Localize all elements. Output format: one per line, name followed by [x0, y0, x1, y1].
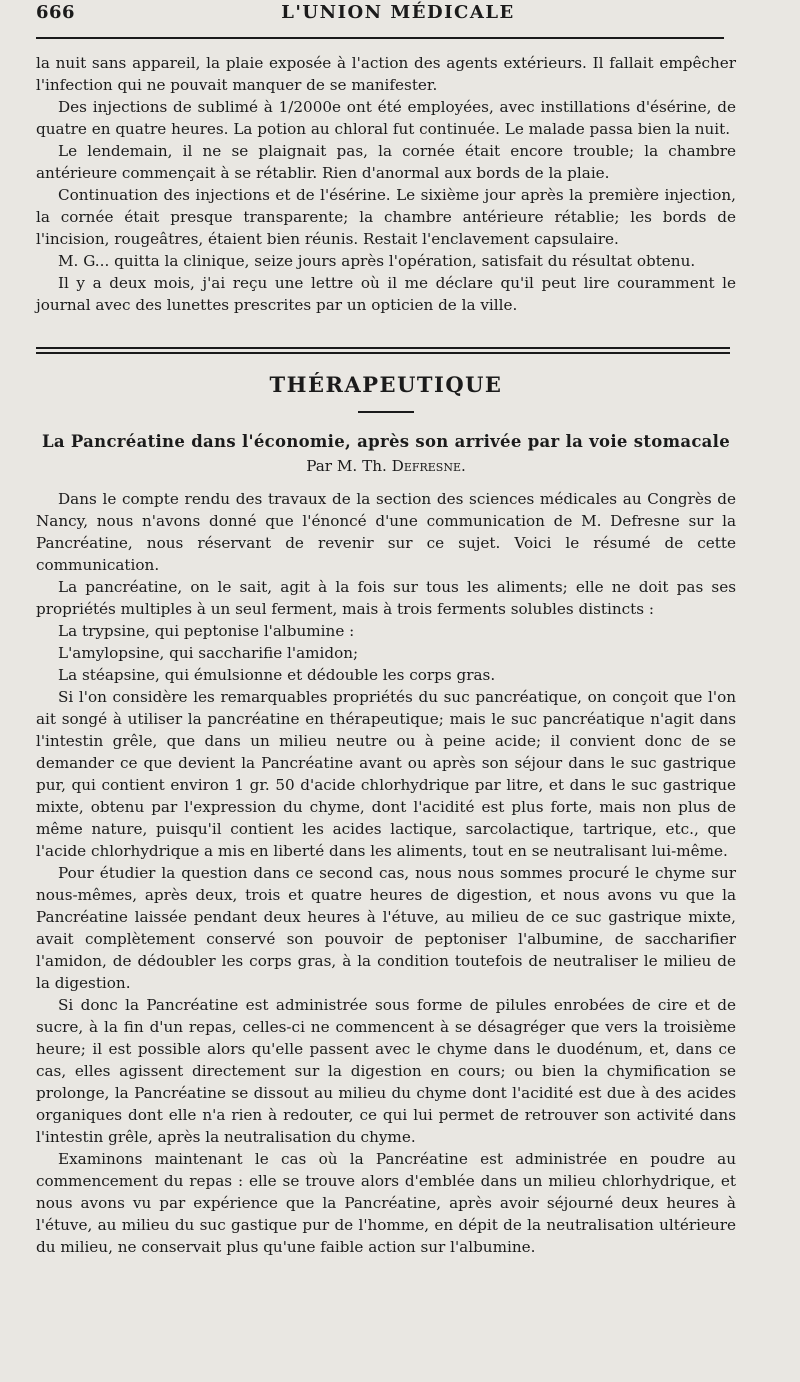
case-paragraph: Continuation des injections et de l'ésérine. Le sixième jour après la première injection, la cornée était presque transparente; la chambre antérieure rétablie; les bords de l'incision, rougeâtres, étaient bien réunis. Restait l'enclavement capsulaire.: [36, 186, 736, 248]
article-body: [36, 488, 736, 1258]
case-paragraph: Le lendemain, il ne se plaignait pas, la cornée était encore trouble; la chambre antérieure commençait à se rétablir. Rien d'anormal aux bords de la plaie.: [36, 142, 736, 182]
article-paragraph: Dans le compte rendu des travaux de la section des sciences médicales au Congrès de Nancy, nous n'avons donné que l'énoncé d'une communication de M. Defresne sur la Pancréatine, nous réservant de revenir sur ce sujet. Voici le résumé de cette communication.: [36, 490, 736, 574]
article-paragraph: Examinons maintenant le cas où la Pancréatine est administrée en poudre au commencement du repas : elle se trouve alors d'emblée dans un milieu chlorhydrique, et nous avons vu par expérience que la Pancréatine, après avoir séjourné deux heures à l'étuve, au milieu du suc gastique pur de l'homme, en dépit de la neutralisation ultérieure du milieu, ne conservait plus qu'une faible action sur l'albumine.: [36, 1150, 736, 1256]
header-rule: [36, 37, 724, 39]
article-paragraph: Pour étudier la question dans ce second cas, nous nous sommes procuré le chyme sur nous-mêmes, après deux, trois et quatre heures de digestion, et nous avons vu que la Pancréatine laissée pendant deux heures à l'étuve, au milieu de ce suc gastrique mixte, avait complètement conservé son pouvoir de peptoniser l'albumine, de saccharifier l'amidon, de dédoubler les corps gras, à la condition toutefois de neutraliser le milieu de la digestion.: [36, 864, 736, 992]
case-paragraph: Des injections de sublimé à 1/2000e ont été employées, avec instillations d'ésérine, de quatre en quatre heures. La potion au chloral fut continuée. Le malade passa bien la nuit.: [36, 98, 736, 138]
case-report-text: [36, 52, 736, 316]
article-paragraph: La stéapsine, qui émulsionne et dédouble les corps gras.: [58, 666, 496, 684]
case-paragraph: Il y a deux mois, j'ai reçu une lettre où il me déclare qu'il peut lire couramment le journal avec des lunettes prescrites par un opticien de la ville.: [36, 274, 736, 314]
journal-title: L'UNION MÉDICALE: [281, 2, 515, 23]
article-paragraph: Si donc la Pancréatine est administrée sous forme de pilules enrobées de cire et de sucre, à la fin d'un repas, celles-ci ne commencent à se désagréger que vers la troisième heure; il est possible alors qu'elle passent avec le chyme dans le duodénum, et, dans ce cas, elles agissent directement sur la digestion en cours; ou bien la chymification se prolonge, la Pancréatine se dissout au milieu du chyme dont l'acidité est due à des acides organiques dont elle n'a rien à redouter, ce qui lui permet de retrouver son activité dans l'intestin grêle, après la neutralisation du chyme.: [36, 996, 736, 1146]
article-paragraph: La trypsine, qui peptonise l'albumine :: [58, 622, 355, 640]
case-paragraph: M. G... quitta la clinique, seize jours après l'opération, satisfait du résultat obtenu.: [58, 252, 696, 270]
article-paragraph: Si l'on considère les remarquables propriétés du suc pancréatique, on conçoit que l'on ait songé à utiliser la pancréatine en thérapeutique; mais le suc pancréatique n'agit dans l'intestin grêle, que dans un milieu neutre ou à peine acide; il convient donc de se demander ce que devient la Pancréatine avant ou après son séjour dans le suc gastrique pur, qui contient environ 1 gr. 50 d'acide chlorhydrique par litre, et dans le suc gastrique mixte, obtenu par l'expression du chyme, dont l'acidité est plus forte, mais non plus de même nature, puisqu'il contient les acides lactique, sarcolactique, tartrique, etc., que l'acide chlorhydrique a mis en liberté dans les aliments, tout en se neutralisant lui-même.: [36, 688, 736, 860]
case-paragraph: la nuit sans appareil, la plaie exposée à l'action des agents extérieurs. Il fallait empêcher l'infection qui ne pouvait manquer de se manifester.: [36, 54, 736, 94]
article-byline: [36, 457, 736, 475]
section-title: THÉRAPEUTIQUE: [269, 372, 503, 397]
article-paragraph: L'amylopsine, qui saccharifie l'amidon;: [58, 644, 359, 662]
page-number: 666: [36, 2, 76, 23]
byline-prefix: Par M. Th.: [306, 457, 392, 475]
article-title: La Pancréatine dans l'économie, après son arrivée par la voie stomacale: [41, 432, 731, 451]
section-separator: [36, 347, 730, 354]
title-underline: [358, 411, 414, 413]
byline-author: Defresne.: [391, 457, 466, 475]
article-paragraph: La pancréatine, on le sait, agit à la fois sur tous les aliments; elle ne doit pas ses propriétés multiples à un seul ferment, mais à trois ferments solubles distincts :: [36, 578, 736, 618]
page-header: [36, 2, 760, 30]
